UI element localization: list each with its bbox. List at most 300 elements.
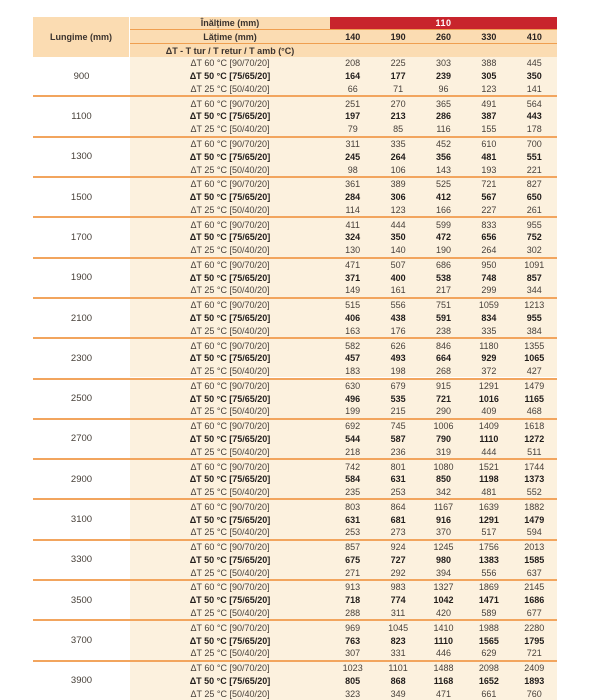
output-value: 1383 bbox=[466, 554, 511, 567]
output-value: 1585 bbox=[512, 554, 557, 567]
header-lungime: Lungime (mm) bbox=[33, 17, 130, 57]
output-value: 235 bbox=[330, 486, 375, 499]
length-group-2700 bbox=[33, 418, 557, 458]
output-value: 1213 bbox=[512, 299, 557, 312]
output-value: 1110 bbox=[466, 433, 511, 446]
output-value: 238 bbox=[421, 324, 466, 337]
dt-row-label: ΔT 50 °C [75/65/20] bbox=[130, 352, 330, 365]
output-value: 1101 bbox=[375, 662, 420, 675]
output-value: 2013 bbox=[512, 541, 557, 554]
output-value: 178 bbox=[512, 123, 557, 136]
output-value: 253 bbox=[375, 486, 420, 499]
output-value: 763 bbox=[330, 634, 375, 647]
header-row-dt bbox=[130, 44, 557, 57]
length-group-900 bbox=[33, 57, 557, 95]
output-value: 411 bbox=[330, 218, 375, 231]
output-value: 587 bbox=[375, 433, 420, 446]
output-value: 239 bbox=[421, 70, 466, 83]
output-value: 481 bbox=[466, 486, 511, 499]
output-value: 515 bbox=[330, 299, 375, 312]
output-value: 116 bbox=[421, 123, 466, 136]
length-group-1500 bbox=[33, 176, 557, 216]
output-value: 1521 bbox=[466, 460, 511, 473]
output-value: 1565 bbox=[466, 634, 511, 647]
output-value: 468 bbox=[512, 405, 557, 418]
lungime-value: 1900 bbox=[33, 259, 130, 297]
output-value: 311 bbox=[375, 607, 420, 620]
output-value: 166 bbox=[421, 203, 466, 216]
output-value: 594 bbox=[512, 526, 557, 539]
lungime-value: 2300 bbox=[33, 339, 130, 377]
output-value: 350 bbox=[512, 70, 557, 83]
output-value: 538 bbox=[421, 271, 466, 284]
output-value: 983 bbox=[375, 581, 420, 594]
latime-value: 410 bbox=[526, 31, 542, 42]
header-inaltime-label: Înălțime (mm) bbox=[200, 18, 260, 28]
dt-row-label: ΔT 25 °C [50/40/20] bbox=[130, 365, 330, 378]
dt-row-label: ΔT 25 °C [50/40/20] bbox=[130, 687, 330, 700]
output-value: 823 bbox=[375, 634, 420, 647]
output-value: 864 bbox=[375, 500, 420, 513]
output-value: 123 bbox=[466, 83, 511, 96]
header-latime-label: Lățime (mm) bbox=[203, 31, 257, 42]
output-value: 163 bbox=[330, 324, 375, 337]
dt-row-label: ΔT 25 °C [50/40/20] bbox=[130, 445, 330, 458]
output-value: 1618 bbox=[512, 420, 557, 433]
output-value: 273 bbox=[375, 526, 420, 539]
output-value: 183 bbox=[330, 365, 375, 378]
output-value: 650 bbox=[512, 191, 557, 204]
dt-row-label: ΔT 25 °C [50/40/20] bbox=[130, 163, 330, 176]
output-value: 1686 bbox=[512, 594, 557, 607]
dt-row-label: ΔT 25 °C [50/40/20] bbox=[130, 324, 330, 337]
dt-row-label: ΔT 50 °C [75/65/20] bbox=[130, 634, 330, 647]
output-value: 727 bbox=[375, 554, 420, 567]
output-value: 1355 bbox=[512, 339, 557, 352]
output-value: 197 bbox=[330, 110, 375, 123]
length-group-1100 bbox=[33, 95, 557, 135]
dt-row-label: ΔT 50 °C [75/65/20] bbox=[130, 392, 330, 405]
length-group-2300 bbox=[33, 337, 557, 377]
output-value: 846 bbox=[421, 339, 466, 352]
output-value: 552 bbox=[512, 486, 557, 499]
output-value: 1168 bbox=[421, 674, 466, 687]
dt-row-label: ΔT 25 °C [50/40/20] bbox=[130, 83, 330, 96]
output-value: 801 bbox=[375, 460, 420, 473]
output-value: 626 bbox=[375, 339, 420, 352]
output-value: 384 bbox=[512, 324, 557, 337]
output-value: 721 bbox=[512, 647, 557, 660]
lungime-value: 3100 bbox=[33, 500, 130, 538]
output-value: 833 bbox=[466, 218, 511, 231]
output-value: 535 bbox=[375, 392, 420, 405]
header-rows bbox=[130, 17, 557, 57]
output-value: 471 bbox=[330, 259, 375, 272]
output-value: 444 bbox=[375, 218, 420, 231]
output-value: 323 bbox=[330, 687, 375, 700]
lungime-value: 3500 bbox=[33, 581, 130, 619]
output-value: 218 bbox=[330, 445, 375, 458]
output-value: 564 bbox=[512, 97, 557, 110]
length-group-2500 bbox=[33, 378, 557, 418]
output-value: 1167 bbox=[421, 500, 466, 513]
output-value: 630 bbox=[330, 380, 375, 393]
dt-row-label: ΔT 60 °C [90/70/20] bbox=[130, 662, 330, 675]
output-value: 420 bbox=[421, 607, 466, 620]
output-value: 748 bbox=[466, 271, 511, 284]
output-value: 71 bbox=[375, 83, 420, 96]
dt-row-label: ΔT 60 °C [90/70/20] bbox=[130, 500, 330, 513]
dt-row-label: ΔT 50 °C [75/65/20] bbox=[130, 554, 330, 567]
output-value: 751 bbox=[421, 299, 466, 312]
output-value: 1756 bbox=[466, 541, 511, 554]
output-value: 599 bbox=[421, 218, 466, 231]
output-value: 1272 bbox=[512, 433, 557, 446]
output-value: 141 bbox=[512, 83, 557, 96]
radiator-output-table bbox=[33, 17, 557, 700]
output-value: 760 bbox=[512, 687, 557, 700]
output-value: 1893 bbox=[512, 674, 557, 687]
output-value: 675 bbox=[330, 554, 375, 567]
output-value: 551 bbox=[512, 150, 557, 163]
output-value: 438 bbox=[375, 312, 420, 325]
output-value: 718 bbox=[330, 594, 375, 607]
output-value: 511 bbox=[512, 445, 557, 458]
output-value: 752 bbox=[512, 231, 557, 244]
output-value: 387 bbox=[466, 110, 511, 123]
output-value: 1373 bbox=[512, 473, 557, 486]
output-value: 443 bbox=[512, 110, 557, 123]
latime-value: 140 bbox=[345, 31, 361, 42]
output-value: 176 bbox=[375, 324, 420, 337]
dt-row-label: ΔT 60 °C [90/70/20] bbox=[130, 178, 330, 191]
output-value: 412 bbox=[421, 191, 466, 204]
lungime-value: 3300 bbox=[33, 541, 130, 579]
output-value: 444 bbox=[466, 445, 511, 458]
output-value: 924 bbox=[375, 541, 420, 554]
dt-row-label: ΔT 60 °C [90/70/20] bbox=[130, 57, 330, 70]
output-value: 361 bbox=[330, 178, 375, 191]
dt-row-label: ΔT 25 °C [50/40/20] bbox=[130, 526, 330, 539]
output-value: 236 bbox=[375, 445, 420, 458]
output-value: 774 bbox=[375, 594, 420, 607]
header-row-latime bbox=[130, 30, 557, 44]
output-value: 692 bbox=[330, 420, 375, 433]
dt-row-label: ΔT 25 °C [50/40/20] bbox=[130, 284, 330, 297]
output-value: 96 bbox=[421, 83, 466, 96]
output-value: 371 bbox=[330, 271, 375, 284]
output-value: 589 bbox=[466, 607, 511, 620]
dt-row-label: ΔT 60 °C [90/70/20] bbox=[130, 541, 330, 554]
output-value: 1471 bbox=[466, 594, 511, 607]
output-value: 1165 bbox=[512, 392, 557, 405]
output-value: 342 bbox=[421, 486, 466, 499]
output-value: 525 bbox=[421, 178, 466, 191]
output-value: 302 bbox=[512, 244, 557, 257]
output-value: 850 bbox=[421, 473, 466, 486]
output-value: 1410 bbox=[421, 621, 466, 634]
output-value: 331 bbox=[375, 647, 420, 660]
latime-value: 260 bbox=[436, 31, 452, 42]
dt-row-label: ΔT 50 °C [75/65/20] bbox=[130, 674, 330, 687]
output-value: 721 bbox=[466, 178, 511, 191]
dt-row-label: ΔT 60 °C [90/70/20] bbox=[130, 380, 330, 393]
output-value: 2280 bbox=[512, 621, 557, 634]
output-value: 631 bbox=[330, 513, 375, 526]
output-value: 177 bbox=[375, 70, 420, 83]
output-value: 544 bbox=[330, 433, 375, 446]
output-value: 344 bbox=[512, 284, 557, 297]
output-value: 66 bbox=[330, 83, 375, 96]
output-value: 2409 bbox=[512, 662, 557, 675]
output-value: 1639 bbox=[466, 500, 511, 513]
dt-row-label: ΔT 60 °C [90/70/20] bbox=[130, 581, 330, 594]
lungime-value: 1300 bbox=[33, 138, 130, 176]
output-value: 556 bbox=[466, 566, 511, 579]
output-value: 1059 bbox=[466, 299, 511, 312]
output-value: 868 bbox=[375, 674, 420, 687]
output-value: 406 bbox=[330, 312, 375, 325]
output-value: 582 bbox=[330, 339, 375, 352]
table-header bbox=[33, 17, 557, 57]
output-value: 114 bbox=[330, 203, 375, 216]
output-value: 98 bbox=[330, 163, 375, 176]
output-value: 253 bbox=[330, 526, 375, 539]
dt-row-label: ΔT 25 °C [50/40/20] bbox=[130, 486, 330, 499]
output-value: 268 bbox=[421, 365, 466, 378]
output-value: 1744 bbox=[512, 460, 557, 473]
output-value: 394 bbox=[421, 566, 466, 579]
output-value: 471 bbox=[421, 687, 466, 700]
output-value: 305 bbox=[466, 70, 511, 83]
lungime-value: 2500 bbox=[33, 380, 130, 418]
output-value: 335 bbox=[375, 138, 420, 151]
output-value: 292 bbox=[375, 566, 420, 579]
output-value: 452 bbox=[421, 138, 466, 151]
output-value: 299 bbox=[466, 284, 511, 297]
length-group-3500 bbox=[33, 579, 557, 619]
output-value: 306 bbox=[375, 191, 420, 204]
output-value: 790 bbox=[421, 433, 466, 446]
output-value: 227 bbox=[466, 203, 511, 216]
output-value: 1198 bbox=[466, 473, 511, 486]
output-value: 1091 bbox=[512, 259, 557, 272]
output-value: 1291 bbox=[466, 380, 511, 393]
dt-row-label: ΔT 60 °C [90/70/20] bbox=[130, 420, 330, 433]
output-value: 1291 bbox=[466, 513, 511, 526]
output-value: 1479 bbox=[512, 380, 557, 393]
output-value: 1110 bbox=[421, 634, 466, 647]
output-value: 591 bbox=[421, 312, 466, 325]
output-value: 834 bbox=[466, 312, 511, 325]
output-value: 656 bbox=[466, 231, 511, 244]
output-value: 335 bbox=[466, 324, 511, 337]
dt-row-label: ΔT 60 °C [90/70/20] bbox=[130, 259, 330, 272]
dt-row-label: ΔT 60 °C [90/70/20] bbox=[130, 460, 330, 473]
output-value: 286 bbox=[421, 110, 466, 123]
output-value: 389 bbox=[375, 178, 420, 191]
output-value: 79 bbox=[330, 123, 375, 136]
output-value: 400 bbox=[375, 271, 420, 284]
output-value: 1042 bbox=[421, 594, 466, 607]
dt-row-label: ΔT 50 °C [75/65/20] bbox=[130, 594, 330, 607]
dt-row-label: ΔT 60 °C [90/70/20] bbox=[130, 97, 330, 110]
output-value: 457 bbox=[330, 352, 375, 365]
header-inaltime-value: 110 bbox=[330, 17, 557, 29]
length-group-1300 bbox=[33, 136, 557, 176]
dt-row-label: ΔT 25 °C [50/40/20] bbox=[130, 566, 330, 579]
dt-row-label: ΔT 25 °C [50/40/20] bbox=[130, 123, 330, 136]
latime-value: 190 bbox=[390, 31, 406, 42]
output-value: 805 bbox=[330, 674, 375, 687]
length-group-3900 bbox=[33, 660, 557, 700]
dt-row-label: ΔT 25 °C [50/40/20] bbox=[130, 607, 330, 620]
output-value: 356 bbox=[421, 150, 466, 163]
output-value: 270 bbox=[375, 97, 420, 110]
output-value: 496 bbox=[330, 392, 375, 405]
output-value: 140 bbox=[375, 244, 420, 257]
output-value: 365 bbox=[421, 97, 466, 110]
output-value: 1180 bbox=[466, 339, 511, 352]
output-value: 1065 bbox=[512, 352, 557, 365]
output-value: 686 bbox=[421, 259, 466, 272]
output-value: 681 bbox=[375, 513, 420, 526]
output-value: 215 bbox=[375, 405, 420, 418]
output-value: 123 bbox=[375, 203, 420, 216]
output-value: 1869 bbox=[466, 581, 511, 594]
dt-row-label: ΔT 50 °C [75/65/20] bbox=[130, 513, 330, 526]
header-dt-label: ΔT - T tur / T retur / T amb (°C) bbox=[165, 45, 295, 56]
output-value: 217 bbox=[421, 284, 466, 297]
output-value: 637 bbox=[512, 566, 557, 579]
lungime-value: 1100 bbox=[33, 97, 130, 135]
length-group-1700 bbox=[33, 216, 557, 256]
length-group-1900 bbox=[33, 257, 557, 297]
output-value: 1023 bbox=[330, 662, 375, 675]
dt-row-label: ΔT 60 °C [90/70/20] bbox=[130, 218, 330, 231]
output-value: 1006 bbox=[421, 420, 466, 433]
dt-row-label: ΔT 50 °C [75/65/20] bbox=[130, 191, 330, 204]
output-value: 370 bbox=[421, 526, 466, 539]
output-value: 261 bbox=[512, 203, 557, 216]
output-value: 288 bbox=[330, 607, 375, 620]
output-value: 913 bbox=[330, 581, 375, 594]
output-value: 164 bbox=[330, 70, 375, 83]
output-value: 916 bbox=[421, 513, 466, 526]
output-value: 1652 bbox=[466, 674, 511, 687]
output-value: 198 bbox=[375, 365, 420, 378]
output-value: 149 bbox=[330, 284, 375, 297]
output-value: 491 bbox=[466, 97, 511, 110]
output-value: 143 bbox=[421, 163, 466, 176]
length-group-3100 bbox=[33, 498, 557, 538]
output-value: 955 bbox=[512, 218, 557, 231]
output-value: 1882 bbox=[512, 500, 557, 513]
output-value: 664 bbox=[421, 352, 466, 365]
output-value: 507 bbox=[375, 259, 420, 272]
output-value: 517 bbox=[466, 526, 511, 539]
output-value: 319 bbox=[421, 445, 466, 458]
output-value: 1479 bbox=[512, 513, 557, 526]
output-value: 950 bbox=[466, 259, 511, 272]
output-value: 350 bbox=[375, 231, 420, 244]
lungime-value: 3700 bbox=[33, 621, 130, 659]
output-value: 803 bbox=[330, 500, 375, 513]
output-value: 915 bbox=[421, 380, 466, 393]
output-value: 631 bbox=[375, 473, 420, 486]
output-value: 857 bbox=[512, 271, 557, 284]
dt-row-label: ΔT 60 °C [90/70/20] bbox=[130, 621, 330, 634]
output-value: 584 bbox=[330, 473, 375, 486]
length-group-2100 bbox=[33, 297, 557, 337]
output-value: 679 bbox=[375, 380, 420, 393]
output-value: 742 bbox=[330, 460, 375, 473]
output-value: 1488 bbox=[421, 662, 466, 675]
lungime-value: 2700 bbox=[33, 420, 130, 458]
output-value: 199 bbox=[330, 405, 375, 418]
output-value: 661 bbox=[466, 687, 511, 700]
output-value: 271 bbox=[330, 566, 375, 579]
table-body bbox=[33, 57, 557, 700]
output-value: 929 bbox=[466, 352, 511, 365]
output-value: 446 bbox=[421, 647, 466, 660]
output-value: 827 bbox=[512, 178, 557, 191]
dt-row-label: ΔT 50 °C [75/65/20] bbox=[130, 110, 330, 123]
output-value: 264 bbox=[375, 150, 420, 163]
output-value: 700 bbox=[512, 138, 557, 151]
output-value: 245 bbox=[330, 150, 375, 163]
length-group-3700 bbox=[33, 619, 557, 659]
output-value: 629 bbox=[466, 647, 511, 660]
header-row-inaltime bbox=[130, 17, 557, 30]
output-value: 1045 bbox=[375, 621, 420, 634]
output-value: 208 bbox=[330, 57, 375, 70]
output-value: 493 bbox=[375, 352, 420, 365]
output-value: 481 bbox=[466, 150, 511, 163]
dt-row-label: ΔT 50 °C [75/65/20] bbox=[130, 231, 330, 244]
output-value: 155 bbox=[466, 123, 511, 136]
header-latime-values bbox=[330, 30, 557, 43]
output-value: 85 bbox=[375, 123, 420, 136]
output-value: 221 bbox=[512, 163, 557, 176]
lungime-value: 2100 bbox=[33, 299, 130, 337]
output-value: 284 bbox=[330, 191, 375, 204]
dt-row-label: ΔT 60 °C [90/70/20] bbox=[130, 339, 330, 352]
lungime-value: 900 bbox=[33, 57, 130, 95]
output-value: 969 bbox=[330, 621, 375, 634]
output-value: 307 bbox=[330, 647, 375, 660]
output-value: 303 bbox=[421, 57, 466, 70]
output-value: 2145 bbox=[512, 581, 557, 594]
length-group-3300 bbox=[33, 539, 557, 579]
output-value: 445 bbox=[512, 57, 557, 70]
output-value: 980 bbox=[421, 554, 466, 567]
lungime-value: 2900 bbox=[33, 460, 130, 498]
latime-value: 330 bbox=[481, 31, 497, 42]
output-value: 1245 bbox=[421, 541, 466, 554]
dt-row-label: ΔT 50 °C [75/65/20] bbox=[130, 70, 330, 83]
output-value: 349 bbox=[375, 687, 420, 700]
output-value: 857 bbox=[330, 541, 375, 554]
dt-row-label: ΔT 50 °C [75/65/20] bbox=[130, 271, 330, 284]
output-value: 1327 bbox=[421, 581, 466, 594]
output-value: 388 bbox=[466, 57, 511, 70]
output-value: 161 bbox=[375, 284, 420, 297]
output-value: 677 bbox=[512, 607, 557, 620]
output-value: 567 bbox=[466, 191, 511, 204]
dt-row-label: ΔT 50 °C [75/65/20] bbox=[130, 433, 330, 446]
output-value: 225 bbox=[375, 57, 420, 70]
